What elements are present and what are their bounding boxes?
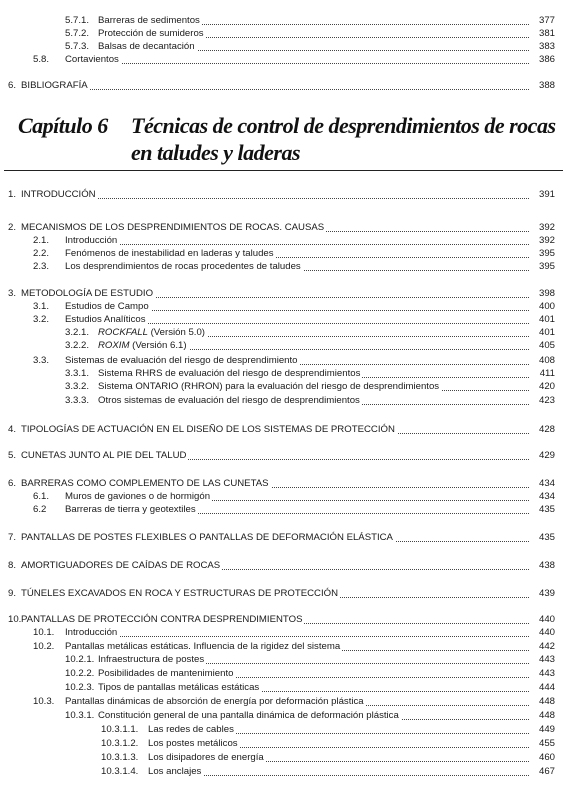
toc-entry[interactable] [0, 587, 567, 600]
toc-entry-page: 400 [538, 301, 555, 312]
chapter-label: Capítulo 6 [18, 113, 108, 138]
toc-entry-page: 401 [538, 314, 555, 325]
toc-entry-number: 3.3.2. [65, 381, 90, 392]
toc-entry[interactable] [0, 667, 567, 680]
toc-entry-number: 4. [8, 424, 17, 435]
toc-entry-number: 3.2. [33, 314, 50, 325]
software-version: (Versión 5.0) [147, 327, 205, 338]
toc-entry[interactable] [0, 260, 567, 273]
toc-entry-page: 435 [538, 504, 555, 515]
dot-leader [65, 234, 529, 245]
toc-entry-title: Introducción [65, 627, 118, 638]
toc-entry[interactable] [0, 40, 567, 53]
toc-entry-page: 408 [538, 355, 555, 366]
toc-entry-page: 439 [538, 588, 555, 599]
software-version: (Versión 6.1) [129, 340, 187, 351]
toc-entry-page: 434 [538, 478, 555, 489]
toc-entry-number: 7. [8, 532, 17, 543]
toc-entry-title: Infraestructura de postes [98, 654, 205, 665]
toc-entry-number: 6.2 [33, 504, 47, 515]
toc-entry-page: 443 [538, 668, 555, 679]
toc-entry[interactable] [0, 765, 567, 778]
toc-entry[interactable] [0, 626, 567, 639]
toc-entry-title: PANTALLAS DE PROTECCIÓN CONTRA DESPRENDIMIENTOS [21, 614, 303, 625]
toc-entry-number: 5.7.2. [65, 28, 90, 39]
toc-entry[interactable] [0, 287, 567, 300]
toc-entry-page: 460 [538, 752, 555, 763]
toc-entry-page: 429 [538, 450, 555, 461]
toc-entry-number: 6. [8, 478, 17, 489]
toc-entry-title: Los postes metálicos [148, 738, 238, 749]
toc-entry[interactable] [0, 681, 567, 694]
toc-entry-page: 444 [538, 682, 555, 693]
toc-entry-title: BIBLIOGRAFÍA [21, 80, 88, 91]
toc-entry[interactable] [0, 613, 567, 626]
toc-entry-title: BARRERAS COMO COMPLEMENTO DE LAS CUNETAS [21, 478, 269, 489]
toc-entry-page: 381 [538, 28, 555, 39]
toc-entry-page: 405 [538, 340, 555, 351]
toc-entry-title: Barreras de tierra y geotextiles [65, 504, 196, 515]
toc-entry-page: 467 [538, 766, 555, 777]
toc-entry-page: 423 [538, 395, 555, 406]
toc-entry-title [98, 326, 207, 339]
toc-entry-page: 395 [538, 248, 555, 259]
toc-entry[interactable] [0, 380, 567, 393]
dot-leader [148, 765, 529, 776]
toc-entry-page: 449 [538, 724, 555, 735]
toc-entry-number: 9. [8, 588, 17, 599]
toc-entry-title: Cortavientos [65, 54, 119, 65]
toc-entry-title: Posibilidades de mantenimiento [98, 668, 234, 679]
toc-entry-title: Introducción [65, 235, 118, 246]
software-name: ROXIM [98, 340, 130, 351]
chapter-title-line-2: en taludes y laderas [131, 140, 301, 165]
chapter-divider [4, 170, 563, 171]
toc-entry[interactable] [0, 313, 567, 326]
toc-entry-title: Sistemas de evaluación del riesgo de desprendimiento [65, 355, 298, 366]
toc-entry-page: 440 [538, 627, 555, 638]
software-name: ROCKFALL [98, 327, 148, 338]
toc-entry-number: 5. [8, 450, 17, 461]
toc-entry-page: 420 [538, 381, 555, 392]
toc-entry[interactable] [0, 449, 567, 462]
toc-entry-page: 383 [538, 41, 555, 52]
toc-entry[interactable] [0, 354, 567, 367]
toc-entry-title: TIPOLOGÍAS DE ACTUACIÓN EN EL DISEÑO DE LOS SISTEMAS DE PROTECCIÓN [21, 424, 395, 435]
toc-entry-title: Pantallas dinámicas de absorción de energía por deformación plástica [65, 696, 364, 707]
toc-entry-title: Pantallas metálicas estáticas. Influencia de la rigidez del sistema [65, 641, 341, 652]
toc-entry-page: 392 [538, 235, 555, 246]
toc-entry[interactable] [0, 300, 567, 313]
toc-entry[interactable] [0, 79, 567, 92]
toc-entry-title: MECANISMOS DE LOS DESPRENDIMIENTOS DE ROCAS. CAUSAS [21, 222, 325, 233]
toc-entry-page: 411 [539, 368, 555, 379]
toc-entry-number: 5.7.3. [65, 41, 90, 52]
toc-entry-title: Sistema RHRS de evaluación del riesgo de desprendimientos [98, 368, 361, 379]
toc-entry-number: 10.3.1. [65, 710, 95, 721]
toc-entry-number: 2.3. [33, 261, 50, 272]
toc-entry-number: 2. [8, 222, 17, 233]
toc-entry[interactable] [0, 221, 567, 234]
toc-entry-title: METODOLOGÍA DE ESTUDIO [21, 288, 154, 299]
chapter-title-line-1: Técnicas de control de desprendimientos de rocas [131, 113, 556, 138]
toc-entry-page: 401 [538, 327, 555, 338]
toc-entry-title: INTRODUCCIÓN [21, 189, 96, 200]
toc-entry[interactable] [0, 653, 567, 666]
toc-entry[interactable] [0, 477, 567, 490]
toc-entry-number: 10.2.1. [65, 654, 95, 665]
toc-entry[interactable] [0, 503, 567, 516]
toc-entry[interactable] [0, 695, 567, 708]
toc-entry[interactable] [0, 367, 567, 380]
toc-entry[interactable] [0, 188, 567, 201]
toc-entry-title: Los anclajes [148, 766, 202, 777]
toc-entry-page: 391 [538, 189, 555, 200]
toc-entry[interactable] [0, 14, 567, 27]
toc-entry-page: 434 [538, 491, 555, 502]
toc-entry-title: Los desprendimientos de rocas procedentes de taludes [65, 261, 301, 272]
toc-entry-page: 395 [538, 261, 555, 272]
toc-entry-number: 10.3. [33, 696, 55, 707]
toc-entry-title: Constitución general de una pantalla dinámica de deformación plástica [98, 710, 399, 721]
toc-entry-page: 435 [538, 532, 555, 543]
toc-entry[interactable] [0, 751, 567, 764]
toc-entry[interactable] [0, 234, 567, 247]
toc-entry[interactable] [0, 709, 567, 722]
toc-entry[interactable] [0, 423, 567, 436]
toc-entry[interactable] [0, 53, 567, 66]
toc-entry-number: 2.1. [33, 235, 50, 246]
toc-entry[interactable] [0, 559, 567, 572]
toc-entry-page: 448 [538, 710, 555, 721]
toc-entry-number: 6. [8, 80, 17, 91]
toc-entry-number: 8. [8, 560, 17, 571]
toc-entry-title: TÚNELES EXCAVADOS EN ROCA Y ESTRUCTURAS DE PROTECCIÓN [21, 588, 339, 599]
toc-entry-number: 10.3.1.2. [101, 738, 139, 749]
toc-entry-page: 386 [538, 54, 555, 65]
toc-entry[interactable] [0, 339, 567, 352]
toc-entry-title: Muros de gaviones o de hormigón [65, 491, 211, 502]
toc-entry-number: 10.3.1.1. [101, 724, 139, 735]
toc-entry-number: 1. [8, 189, 17, 200]
toc-entry-number: 3. [8, 288, 17, 299]
toc-entry-page: 443 [538, 654, 555, 665]
toc-entry-title: Las redes de cables [148, 724, 234, 735]
toc-entry-number: 10.3.1.3. [101, 752, 139, 763]
toc-entry-number: 3.3.1. [65, 368, 90, 379]
toc-entry-page: 377 [538, 15, 555, 26]
toc-entry-page: 442 [538, 641, 555, 652]
dot-leader [65, 626, 529, 637]
toc-entry-number: 3.3.3. [65, 395, 90, 406]
toc-entry-number: 2.2. [33, 248, 50, 259]
toc-entry[interactable] [0, 247, 567, 260]
toc-entry-number: 6.1. [33, 491, 50, 502]
toc-entry-title: Estudios de Campo [65, 301, 149, 312]
toc-entry-page: 438 [538, 560, 555, 571]
toc-entry-title: Barreras de sedimentos [98, 15, 200, 26]
toc-entry[interactable] [0, 326, 567, 339]
toc-entry[interactable] [0, 394, 567, 407]
toc-entry-number: 10.1. [33, 627, 55, 638]
toc-entry-number: 5.8. [33, 54, 50, 65]
toc-entry[interactable] [0, 640, 567, 653]
toc-entry[interactable] [0, 490, 567, 503]
toc-entry-number: 10.3.1.4. [101, 766, 139, 777]
toc-entry-number: 3.1. [33, 301, 50, 312]
toc-entry-title: Balsas de decantación [98, 41, 195, 52]
toc-entry-title: Sistema ONTARIO (RHRON) para la evaluación del riesgo de desprendimientos [98, 381, 440, 392]
toc-entry-title: Fenómenos de inestabilidad en laderas y taludes [65, 248, 274, 259]
toc-entry-number: 3.2.2. [65, 340, 90, 351]
toc-entry-title: AMORTIGUADORES DE CAÍDAS DE ROCAS [21, 560, 221, 571]
dot-leader [21, 79, 529, 90]
toc-entry-title: CUNETAS JUNTO AL PIE DEL TALUD [21, 450, 187, 461]
toc-entry-page: 428 [538, 424, 555, 435]
dot-leader [65, 53, 529, 64]
toc-entry-title [98, 339, 189, 352]
toc-entry-number: 10.2. [33, 641, 55, 652]
toc-entry[interactable] [0, 27, 567, 40]
toc-entry-page: 392 [538, 222, 555, 233]
toc-entry-page: 440 [538, 614, 555, 625]
toc-entry-number: 10. [8, 614, 22, 625]
toc-entry-number: 10.2.2. [65, 668, 95, 679]
toc-entry-page: 455 [538, 738, 555, 749]
toc-entry-title: Protección de sumideros [98, 28, 204, 39]
toc-entry-number: 3.2.1. [65, 327, 90, 338]
toc-entry-title: Tipos de pantallas metálicas estáticas [98, 682, 260, 693]
toc-entry-page: 398 [538, 288, 555, 299]
toc-entry[interactable] [0, 737, 567, 750]
toc-entry-title: Otros sistemas de evaluación del riesgo de desprendimientos [98, 395, 360, 406]
toc-entry-number: 5.7.1. [65, 15, 90, 26]
toc-entry[interactable] [0, 531, 567, 544]
toc-entry-title: Los disipadores de energía [148, 752, 264, 763]
toc-entry-number: 10.2.3. [65, 682, 95, 693]
toc-entry[interactable] [0, 723, 567, 736]
toc-entry-title: Estudios Analíticos [65, 314, 146, 325]
toc-entry-number: 3.3. [33, 355, 50, 366]
toc-entry-title: PANTALLAS DE POSTES FLEXIBLES O PANTALLAS DE DEFORMACIÓN ELÁSTICA [21, 532, 393, 543]
toc-entry-page: 448 [538, 696, 555, 707]
toc-entry-page: 388 [538, 80, 555, 91]
